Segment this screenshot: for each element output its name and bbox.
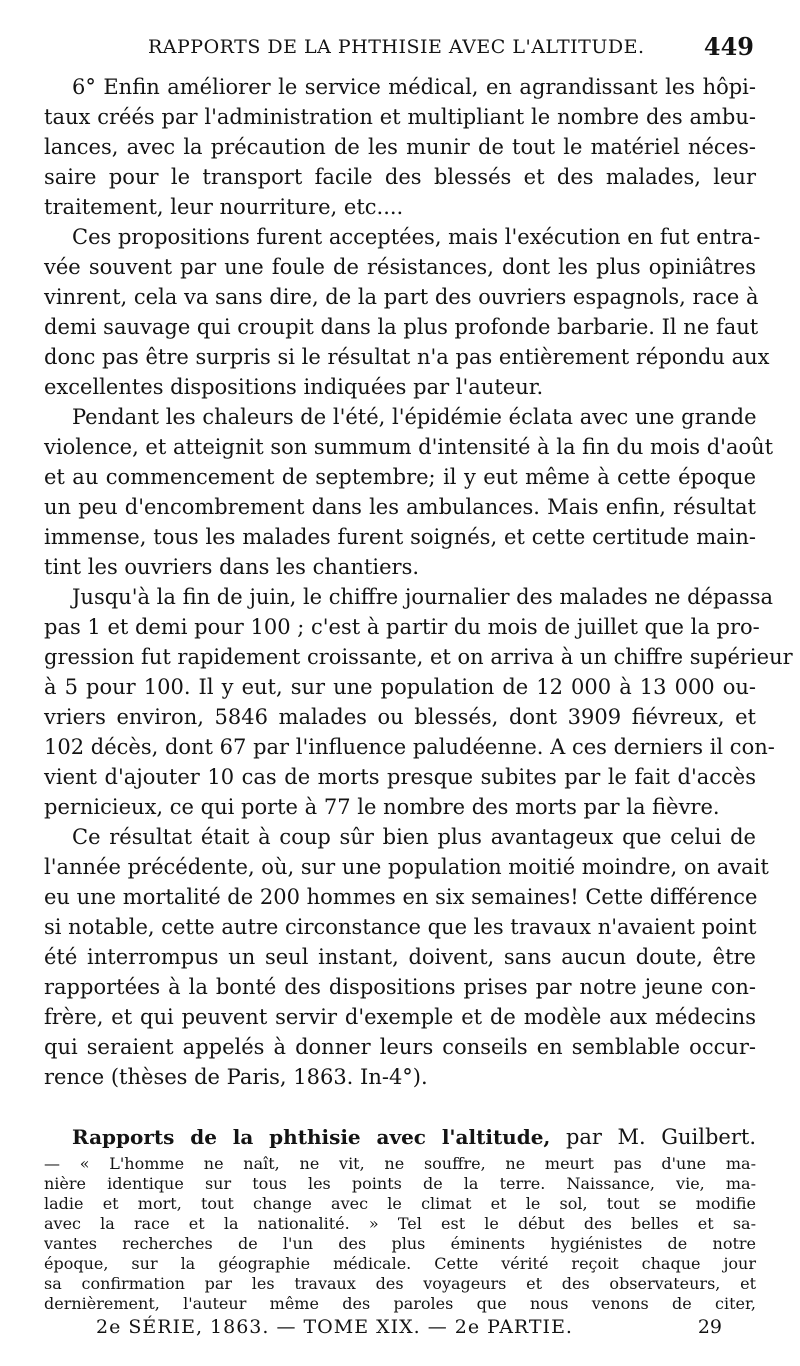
text-line: frère, et qui peuvent servir d'exemple et de modèle aux médecins	[44, 1005, 756, 1029]
text-line: vient d'ajouter 10 cas de morts presque subites par le fait d'accès	[44, 765, 756, 789]
text-line: Ces propositions furent acceptées, mais l'exécution en fut entra-	[72, 225, 761, 249]
text-line: lances, avec la précaution de les munir de tout le matériel néces-	[44, 135, 756, 159]
text-line: vée souvent par une foule de résistances, dont les plus opiniâtres	[44, 255, 756, 279]
footer-signature: 29	[697, 1316, 722, 1338]
page-header	[140, 32, 760, 66]
text-line: sa confirmation par les travaux des voyageurs et des observateurs, et	[44, 1274, 756, 1293]
text-line: taux créés par l'administration et multipliant le nombre des ambu-	[44, 105, 756, 129]
text-line: pernicieux, ce qui porte à 77 le nombre des morts par la fièvre.	[44, 795, 720, 819]
text-line: demi sauvage qui croupit dans la plus profonde barbarie. Il ne faut	[44, 315, 759, 339]
text-line: immense, tous les malades furent soignés, et cette certitude main-	[44, 525, 756, 549]
text-line: pas 1 et demi pour 100 ; c'est à partir du mois de juillet que la pro-	[44, 615, 760, 639]
text-line: époque, sur la géographie médicale. Cette vérité reçoit chaque jour	[44, 1254, 756, 1273]
page-footer	[92, 1316, 722, 1346]
text-line: qui seraient appelés à donner leurs conseils en semblable occur-	[44, 1035, 756, 1059]
text-line: dernièrement, l'auteur même des paroles que nous venons de citer,	[44, 1294, 756, 1313]
text-line: Pendant les chaleurs de l'été, l'épidémie éclata avec une grande	[72, 405, 757, 429]
text-line: traitement, leur nourriture, etc....	[44, 195, 404, 219]
text-line: vriers environ, 5846 malades ou blessés, dont 3909 fiévreux, et	[44, 705, 756, 729]
text-line: rapportées à la bonté des dispositions prises par notre jeune con-	[44, 975, 756, 999]
text-line: violence, et atteignit son summum d'intensité à la fin du mois d'août	[44, 435, 774, 459]
text-line: l'année précédente, où, sur une population moitié moindre, on avait	[44, 855, 769, 879]
text-line: — « L'homme ne naît, ne vit, ne souffre, ne meurt pas d'une ma-	[44, 1154, 756, 1173]
text-line: rence (thèses de Paris, 1863. In-4°).	[44, 1065, 428, 1089]
text-line: excellentes dispositions indiquées par l'auteur.	[44, 375, 544, 399]
text-line: vantes recherches de l'un des plus éminents hygiénistes de notre	[44, 1234, 756, 1253]
article-title: Rapports de la phthisie avec l'altitude,	[72, 1125, 551, 1149]
article-byline: par M. Guilbert.	[550, 1125, 756, 1149]
text-line: eu une mortalité de 200 hommes en six semaines! Cette différence	[44, 885, 758, 909]
text-line: donc pas être surpris si le résultat n'a pas entièrement répondu aux	[44, 345, 770, 369]
text-line: ladie et mort, tout change avec le climat et le sol, tout se modifie	[44, 1194, 756, 1213]
text-line: nière identique sur tous les points de la terre. Naissance, vie, ma-	[44, 1174, 756, 1193]
text-line: été interrompus un seul instant, doivent, sans aucun doute, être	[44, 945, 756, 969]
text-line: saire pour le transport facile des blessés et des malades, leur	[44, 165, 756, 189]
text-line: gression fut rapidement croissante, et on arriva à un chiffre supérieur	[44, 645, 793, 669]
text-line: 102 décès, dont 67 par l'influence paludéenne. A ces derniers il con-	[44, 735, 775, 759]
text-line: Ce résultat était à coup sûr bien plus avantageux que celui de	[72, 825, 756, 849]
page-number: 449	[703, 32, 754, 61]
text-line: à 5 pour 100. Il y eut, sur une population de 12 000 à 13 000 ou-	[44, 675, 756, 699]
text-line: Jusqu'à la fin de juin, le chiffre journalier des malades ne dépassa	[72, 585, 774, 609]
text-line: tint les ouvriers dans les chantiers.	[44, 555, 420, 579]
article-heading	[72, 1124, 756, 1151]
text-line: avec la race et la nationalité. » Tel est le début des belles et sa-	[44, 1214, 756, 1233]
text-line: si notable, cette autre circonstance que les travaux n'avaient point	[44, 915, 757, 939]
text-line: et au commencement de septembre; il y eut même à cette époque	[44, 465, 756, 489]
running-title: RAPPORTS DE LA PHTHISIE AVEC L'ALTITUDE.	[148, 36, 645, 58]
footer-series: 2e SÉRIE, 1863. — TOME XIX. — 2e PARTIE.	[96, 1316, 573, 1338]
text-line: un peu d'encombrement dans les ambulances. Mais enfin, résultat	[44, 495, 756, 519]
text-line: vinrent, cela va sans dire, de la part des ouvriers espagnols, race à	[44, 285, 759, 309]
text-line: 6° Enfin améliorer le service médical, en agrandissant les hôpi-	[72, 75, 756, 99]
